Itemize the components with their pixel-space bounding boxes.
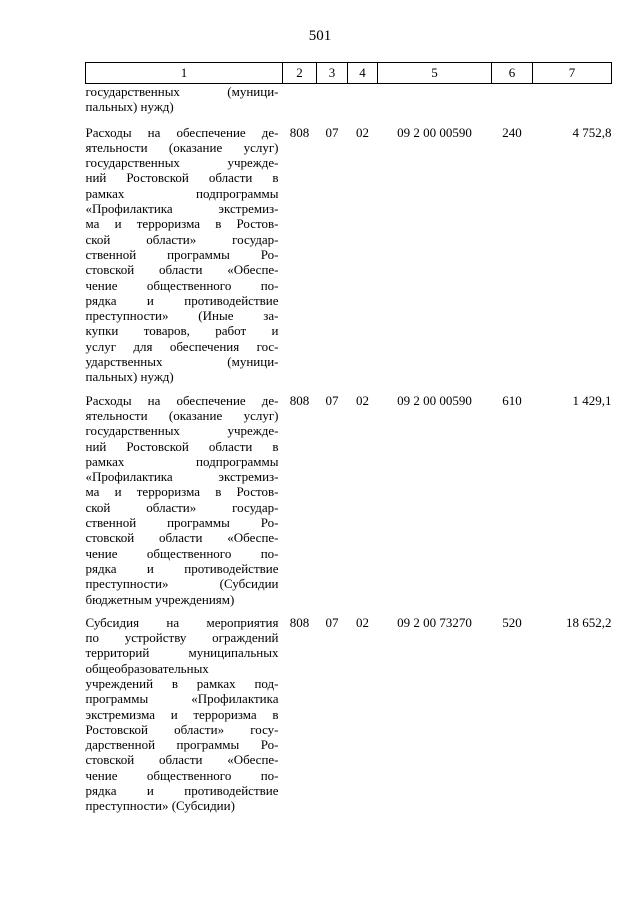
description-line: учреждений в рамках под-	[85, 675, 279, 691]
description-line: пальных) нужд)	[85, 369, 174, 385]
cell-amount	[533, 84, 612, 125]
table-row	[86, 615, 612, 822]
cell-subsection	[348, 84, 378, 125]
cell-target-article: 09 2 00 00590	[397, 392, 472, 408]
header-col-5: 5	[378, 63, 492, 84]
cell-target-article	[378, 84, 492, 125]
description-line: услуг для обеспечения гос-	[85, 338, 279, 354]
table-row	[86, 84, 612, 125]
row-description	[86, 84, 283, 125]
description-line: государственных (муници-	[85, 84, 279, 99]
description-line: чение общественного по-	[85, 545, 279, 561]
description-line: ма и терроризма в Ростов-	[85, 216, 279, 232]
description-line: чение общественного по-	[85, 767, 279, 783]
description-line: бюджетным учреждениям)	[85, 591, 235, 607]
table-body	[86, 84, 612, 822]
description-line: Расходы на обеспечение де-	[85, 124, 279, 140]
budget-table	[85, 62, 612, 822]
description-line: стовской области «Обеспе-	[85, 530, 279, 546]
cell-section	[317, 84, 348, 125]
cell-section: 07	[325, 124, 339, 140]
page-number: 501	[308, 28, 332, 44]
description-line: рядка и противодействие	[85, 783, 279, 799]
description-line: Субсидия на мероприятия	[85, 614, 279, 630]
description-line: ственной программы Ро-	[85, 515, 279, 531]
description-line: преступности» (Иные за-	[85, 308, 279, 324]
description-line: пальных) нужд)	[85, 99, 174, 115]
description-line: экстремизма и терроризма в	[85, 706, 279, 722]
description-line: преступности» (Субсидии)	[85, 798, 235, 814]
description-line: государственных учрежде-	[85, 423, 279, 439]
row-description	[86, 615, 283, 822]
description-line: Расходы на обеспечение де-	[85, 392, 279, 408]
cell-ministry-code: 808	[289, 614, 310, 630]
description-line: преступности» (Субсидии	[85, 576, 279, 592]
cell-ministry-code: 808	[289, 392, 310, 408]
cell-section: 07	[325, 614, 339, 630]
description-line: «Профилактика экстремиз-	[85, 469, 279, 485]
description-line: ний Ростовской области в	[85, 438, 279, 454]
description-line: стовской области «Обеспе-	[85, 262, 279, 278]
header-col-1: 1	[86, 63, 283, 84]
header-col-4: 4	[348, 63, 378, 84]
description-line: ятельности (оказание услуг)	[85, 407, 279, 423]
description-line: рамках подпрограммы	[85, 185, 279, 201]
description-line: ятельности (оказание услуг)	[85, 139, 279, 155]
cell-target-article: 09 2 00 00590	[397, 124, 472, 140]
description-line: дарственной программы Ро-	[85, 737, 279, 753]
description-line: стовской области «Обеспе-	[85, 752, 279, 768]
table-header	[86, 63, 612, 84]
cell-ministry-code	[283, 84, 317, 125]
cell-expense-type	[492, 84, 533, 125]
description-line: Ростовской области» госу-	[85, 721, 279, 737]
row-description	[86, 125, 283, 393]
cell-target-article: 09 2 00 73270	[397, 614, 472, 630]
cell-subsection: 02	[356, 614, 369, 630]
description-line: ской области» государ-	[85, 231, 279, 247]
cell-amount: 4 752,8	[572, 124, 612, 140]
description-line: ний Ростовской области в	[85, 170, 279, 186]
cell-section: 07	[325, 392, 339, 408]
description-line: купки товаров, работ и	[85, 323, 279, 339]
description-line: ма и терроризма в Ростов-	[85, 484, 279, 500]
description-line: ской области» государ-	[85, 499, 279, 515]
description-line: рамках подпрограммы	[85, 453, 279, 469]
cell-subsection: 02	[356, 124, 369, 140]
cell-expense-type: 610	[502, 392, 522, 408]
description-line: рядка и противодействие	[85, 292, 279, 308]
header-col-7: 7	[533, 63, 612, 84]
cell-amount: 18 652,2	[566, 614, 612, 630]
description-line: общеобразовательных	[85, 660, 209, 676]
description-line: ственной программы Ро-	[85, 246, 279, 262]
row-description	[86, 393, 283, 615]
cell-ministry-code: 808	[289, 124, 310, 140]
table-row	[86, 393, 612, 615]
description-line: ударственных (муници-	[85, 354, 279, 370]
description-line: рядка и противодействие	[85, 560, 279, 576]
cell-expense-type: 520	[502, 614, 522, 630]
cell-subsection: 02	[356, 392, 369, 408]
description-line: «Профилактика экстремиз-	[85, 201, 279, 217]
cell-expense-type: 240	[502, 124, 522, 140]
description-line: территорий муниципальных	[85, 645, 279, 661]
description-line: программы «Профилактика	[85, 691, 279, 707]
description-line: государственных учрежде-	[85, 155, 279, 171]
cell-amount: 1 429,1	[572, 392, 612, 408]
header-col-2: 2	[283, 63, 317, 84]
header-col-6: 6	[492, 63, 533, 84]
header-col-3: 3	[317, 63, 348, 84]
table-row	[86, 125, 612, 393]
description-line: по устройству ограждений	[85, 630, 279, 646]
description-line: чение общественного по-	[85, 277, 279, 293]
